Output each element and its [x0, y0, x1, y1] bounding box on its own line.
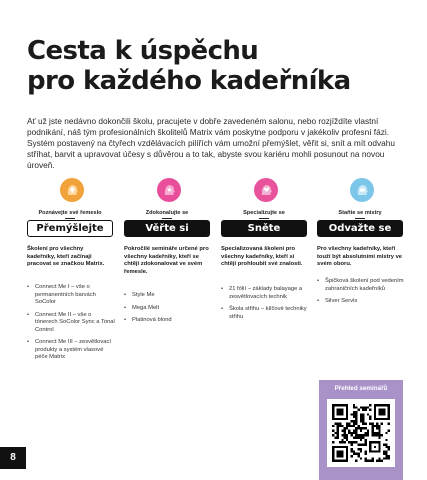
list-item: • Connect Me II – vše o tónerech SoColor Sync a Tonal Control	[27, 312, 115, 335]
step-label: Poznávejte své řemeslo	[21, 210, 119, 216]
page-title-line-1: Cesta k úspěchu	[27, 36, 259, 66]
education-pillars	[27, 178, 407, 378]
list-item: • Style Me	[124, 292, 212, 300]
pillar-title: Odvažte se	[317, 220, 403, 237]
list-item: • Silver Servis	[317, 298, 405, 306]
pillar-description: Pro všechny kadeřníky, kteří touží být absolutními mistry ve svém oboru.	[317, 246, 403, 267]
heart-head-icon	[254, 178, 278, 202]
page-title	[27, 36, 407, 96]
list-item: • Špičková školení pod vedením zahraničních kadeřníků	[317, 278, 405, 293]
qr-title: Přehled seminářů	[334, 385, 388, 392]
list-item: • Mega Melt	[124, 305, 212, 313]
course-list	[317, 278, 405, 311]
crown-head-icon	[350, 178, 374, 202]
lightbulb-head-icon	[60, 178, 84, 202]
star-head-icon	[157, 178, 181, 202]
page-title-line-2: pro každého kadeřníka	[27, 66, 351, 96]
list-item: • Connect Me I – vše o permanentních barvách SoColor	[27, 284, 115, 307]
pillar-title: Sněte	[221, 220, 307, 237]
course-list	[124, 292, 212, 330]
step-label: Zdokonalujte se	[118, 210, 216, 216]
step-label: Specializujte se	[215, 210, 313, 216]
course-list	[221, 286, 309, 326]
step-label: Staňte se mistry	[311, 210, 409, 216]
pillar-description: Pokročilé semináře určené pro všechny kadeřníky, kteří se chtějí zdokonalovat ve svém řemesle.	[124, 246, 209, 275]
list-item: • Škola střihu – klíčové techniky střihu	[221, 306, 309, 321]
pillar-description: Specializovaná školení pro všechny kadeřníky, kteří si chtějí prohloubit své znalosti.	[221, 246, 303, 267]
seminar-overview-qr[interactable]	[319, 380, 403, 480]
pillar-description: Školení pro všechny kadeřníky, kteří začínají pracovat se značkou Matrix.	[27, 246, 105, 267]
list-item: • Connect Me III – zesvětlovací produkty a systém vlasové péče Matrix	[27, 339, 115, 362]
page-number: 8	[0, 447, 26, 469]
course-list	[27, 284, 115, 367]
intro-paragraph: Ať už jste nedávno dokončili školu, pracujete v dobře zavedeném salonu, nebo rozjíždíte vlastní podnikání, náš tým profesionálních školitelů Matrix vám poskytne podporu v jakékoliv profesní fázi. Systém postavený na čtyřech vzdělávacích pilířích vám umožní přemýšlet, věřit si, snít a mít odvahu stříhat, barvit a upravovat účesy s důvěrou a to tak, abyste svou kariéru mohli posunout na novou úroveň.	[27, 116, 395, 170]
qr-code-icon[interactable]	[327, 399, 395, 467]
list-item: • Platinová blond	[124, 317, 212, 325]
list-item: • 21 fólií – základy balayage a zesvětlovacích technik	[221, 286, 309, 301]
pillar-title: Přemýšlejte	[27, 220, 113, 237]
pillar-title: Věřte si	[124, 220, 210, 237]
